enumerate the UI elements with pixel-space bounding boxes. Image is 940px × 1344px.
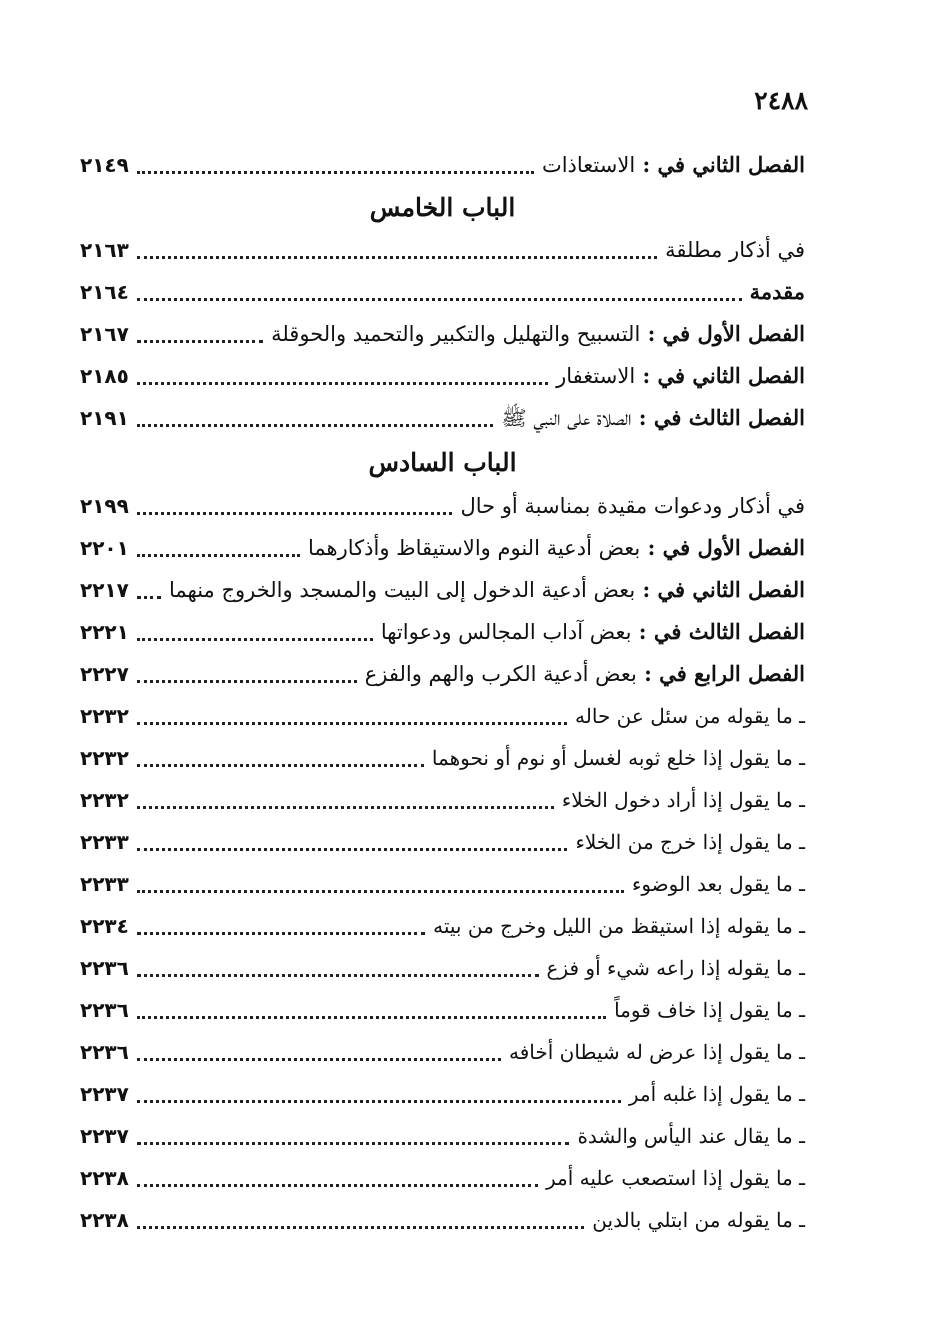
entry-text: ـ ما يقول بعد الوضوء [631,872,805,896]
entry-title [169,571,805,609]
toc-entry [80,613,805,651]
entry-text: ـ ما يقول إذا أراد دخول الخلاء [561,788,805,812]
toc-entry [80,571,805,609]
entry-title [575,697,805,735]
entry-page: ٢٢٢٧ [80,662,129,686]
entry-text: التسبيح والتهليل والتكبير والتحميد والحوقلة [271,322,641,346]
entry-title [501,399,805,437]
entry-title [592,1201,805,1239]
dot-leader [137,762,424,767]
entry-label: الفصل الأول في : [640,321,805,346]
toc-entry [80,357,805,395]
entry-page: ٢٢١٧ [80,578,129,602]
entry-page: ٢٢٢١ [80,620,129,644]
toc-entry [80,1075,805,1113]
entry-text: ـ ما يقوله من ابتلي بالدين [592,1208,805,1232]
entry-label: الفصل الثاني في : [635,152,805,177]
dot-leader [137,1014,606,1019]
entry-title [509,1033,805,1071]
entry-title [575,823,805,861]
dot-leader [137,720,567,725]
dot-leader [137,510,453,515]
entry-label: الفصل الرابع في : [636,661,805,686]
toc-entry [80,231,805,269]
entry-page: ٢١٨٥ [80,364,129,388]
entry-title [460,487,805,525]
dot-leader [137,678,357,683]
toc-entry [80,655,805,693]
entry-page: ٢٢٣٦ [80,998,129,1022]
toc-entry [80,487,805,525]
toc-entry [80,529,805,567]
dot-leader [137,594,161,599]
dot-leader [137,804,554,809]
entry-page: ٢٢٣٧ [80,1124,129,1148]
entry-label: مقدمة [749,279,805,304]
toc-entry [80,739,805,777]
toc-entry [80,1117,805,1155]
entry-page: ٢١٦٣ [80,238,129,262]
entry-label: الفصل الثالث في : [631,619,805,644]
entry-title [632,865,805,903]
toc-entry [80,823,805,861]
section-heading: الباب الخامس [369,193,516,222]
entry-title [556,357,805,395]
entry-page: ٢١٩١ [80,406,129,430]
entry-text: ـ ما يقول إذا استصعب عليه أمر [546,1166,805,1190]
entry-text: ـ ما يقال عند اليأس والشدة [577,1124,805,1148]
toc-entry [80,781,805,819]
toc-entry [80,697,805,735]
toc-entry [80,907,805,945]
dot-leader [137,254,657,259]
dot-leader [137,1098,621,1103]
dot-leader [137,338,263,343]
dot-leader [137,380,548,385]
toc-entry [80,865,805,903]
entry-page: ٢٢٣٣ [80,872,129,896]
toc-entry [80,315,805,353]
dot-leader [137,972,539,977]
entry-label: الفصل الثالث في : [631,405,805,430]
entry-title [271,315,805,353]
entry-text: ـ ما يقول إذا غلبه أمر [628,1082,805,1106]
dot-leader [137,1056,501,1061]
entry-page: ٢١٩٩ [80,494,129,518]
entry-title [577,1117,805,1155]
entry-title [665,231,805,269]
entry-page: ٢٢٣٤ [80,914,129,938]
section-heading: الباب السادس [368,448,517,477]
entry-page: ٢١٦٤ [80,280,129,304]
dot-leader [137,552,300,557]
entry-label: الفصل الثاني في : [635,363,805,388]
toc-entry [80,399,805,437]
page-number: ٢٤٨٨ [754,86,808,115]
entry-page: ٢١٦٧ [80,322,129,346]
entry-title [365,655,805,693]
entry-text: ـ ما يقول إذا خلع ثوبه لغسل أو نوم أو نحوهما [431,746,805,770]
entry-text: بعض أدعية الكرب والهم والفزع [364,662,637,686]
entry-title [432,739,805,777]
dot-leader [137,296,742,301]
entry-page: ٢٢٣٢ [80,788,129,812]
entry-text: بعض أدعية الدخول إلى البيت والمسجد والخروج منهما [168,578,636,602]
entry-page: ٢٢٣٦ [80,1040,129,1064]
entry-text: الاستغفار [556,364,636,388]
dot-leader [137,1140,570,1145]
entry-title [562,781,805,819]
entry-text: ـ ما يقوله إذا استيقظ من الليل وخرج من بيته [433,914,805,938]
entry-title [433,907,805,945]
entry-title [542,146,805,184]
entry-text: الاستعاذات [541,153,636,177]
entry-label: الفصل الثاني في : [635,577,805,602]
entry-text: ـ ما يقول إذا خاف قوماً [614,998,805,1022]
dot-leader [137,888,624,893]
dot-leader [137,930,425,935]
dot-leader [137,422,494,427]
entry-page: ٢٢٣٢ [80,704,129,728]
toc-entry [80,949,805,987]
toc-entry [80,146,805,184]
toc-entry [80,991,805,1029]
entry-title [381,613,805,651]
toc-entry [80,273,805,311]
dot-leader [137,1182,538,1187]
entry-text: ـ ما يقوله إذا راعه شيء أو فزع [546,956,805,980]
toc-entry [80,1159,805,1197]
entry-text: بعض آداب المجالس ودعواتها [380,620,632,644]
entry-title [546,1159,805,1197]
entry-page: ٢٢٠١ [80,536,129,560]
entry-text: في أذكار مطلقة [665,238,805,262]
entry-title [308,529,805,567]
entry-page: ٢٢٣٨ [80,1166,129,1190]
entry-text: ـ ما يقوله من سئل عن حاله [575,704,805,728]
toc-entry [80,1033,805,1071]
entry-text: ـ ما يقول إذا عرض له شيطان أخافه [509,1040,805,1064]
entry-text: في أذكار ودعوات مقيدة بمناسبة أو حال [460,494,805,518]
dot-leader [137,846,568,851]
entry-page: ٢١٤٩ [80,153,129,177]
entry-label: الفصل الأول في : [640,535,805,560]
entry-title [750,273,805,311]
dot-leader [137,1224,584,1229]
entry-title [547,949,805,987]
entry-text: الصلاة على النبي ﷺ [501,406,632,430]
dot-leader [137,169,534,174]
dot-leader [137,636,373,641]
entry-text: بعض أدعية النوم والاستيقاظ وأذكارهما [308,536,641,560]
entry-page: ٢٢٣٣ [80,830,129,854]
entry-text: ـ ما يقول إذا خرج من الخلاء [575,830,805,854]
entry-title [614,991,805,1029]
entry-page: ٢٢٣٦ [80,956,129,980]
toc-entry [80,1201,805,1239]
entry-page: ٢٢٣٧ [80,1082,129,1106]
entry-title [629,1075,805,1113]
entry-page: ٢٢٣٨ [80,1208,129,1232]
entry-page: ٢٢٣٢ [80,746,129,770]
